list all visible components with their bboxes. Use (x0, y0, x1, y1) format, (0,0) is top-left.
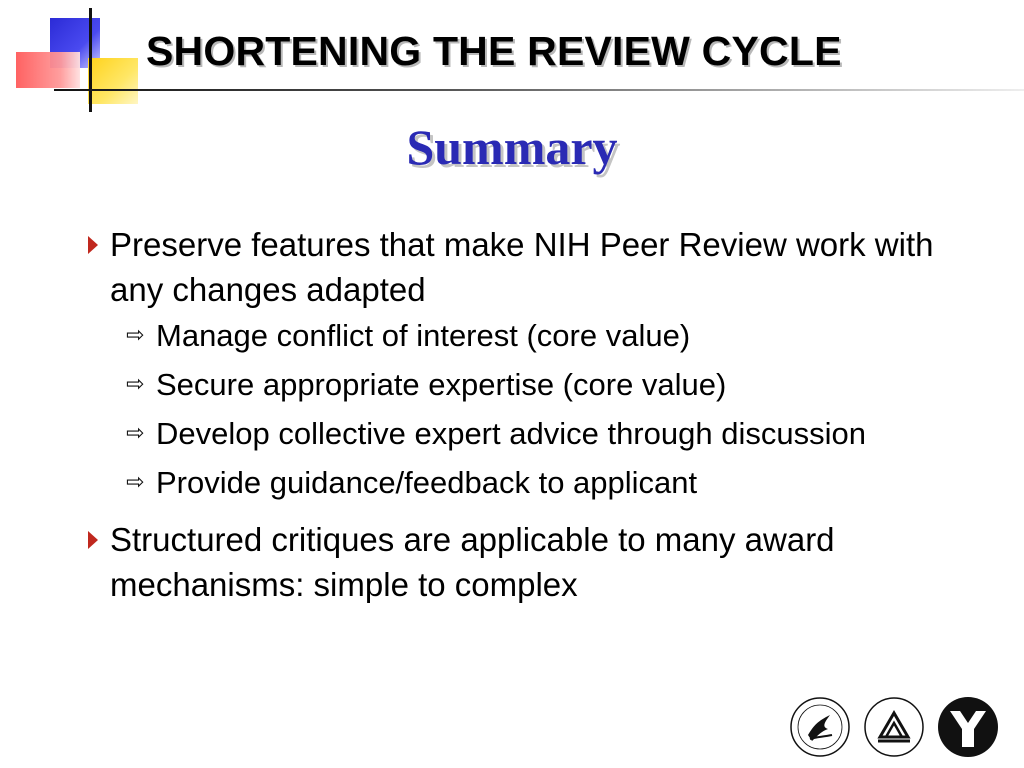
sub-bullet-text: Manage conflict of interest (core value) (156, 318, 691, 353)
sub-bullet-item (126, 363, 984, 407)
logo-strip (788, 694, 1000, 760)
slide-subtitle: Summary (406, 119, 618, 175)
slide-title: SHORTENING THE REVIEW CYCLE (146, 28, 842, 74)
sub-bullet-item (126, 314, 984, 358)
bullet-item (84, 517, 984, 607)
hhs-eagle-logo (788, 695, 852, 759)
sub-bullet-text: Provide guidance/feedback to applicant (156, 465, 698, 500)
bullet-text: Structured critiques are applicable to many award mechanisms: simple to complex (110, 521, 835, 603)
hollow-arrow-icon: ⇨ (126, 323, 145, 348)
csr-y-logo (936, 695, 1000, 759)
bullet-arrow-icon (88, 531, 98, 549)
sub-bullet-text: Develop collective expert advice through discussion (156, 416, 866, 451)
hollow-arrow-icon: ⇨ (126, 421, 145, 446)
sub-bullet-item (126, 412, 984, 456)
bullet-text: Preserve features that make NIH Peer Review work with any changes adapted (110, 226, 934, 308)
sub-bullet-item (126, 461, 984, 505)
nih-logo (862, 695, 926, 759)
bullet-arrow-icon (88, 236, 98, 254)
yellow-square-decoration (88, 58, 138, 104)
vertical-rule (89, 8, 92, 112)
hollow-arrow-icon: ⇨ (126, 470, 145, 495)
bullet-item (84, 222, 984, 505)
bullet-list (84, 222, 984, 607)
sub-bullet-text: Secure appropriate expertise (core value) (156, 367, 727, 402)
hollow-arrow-icon: ⇨ (126, 372, 145, 397)
sub-bullet-list (126, 314, 984, 505)
red-square-decoration (16, 52, 80, 88)
horizontal-rule (54, 89, 1024, 91)
